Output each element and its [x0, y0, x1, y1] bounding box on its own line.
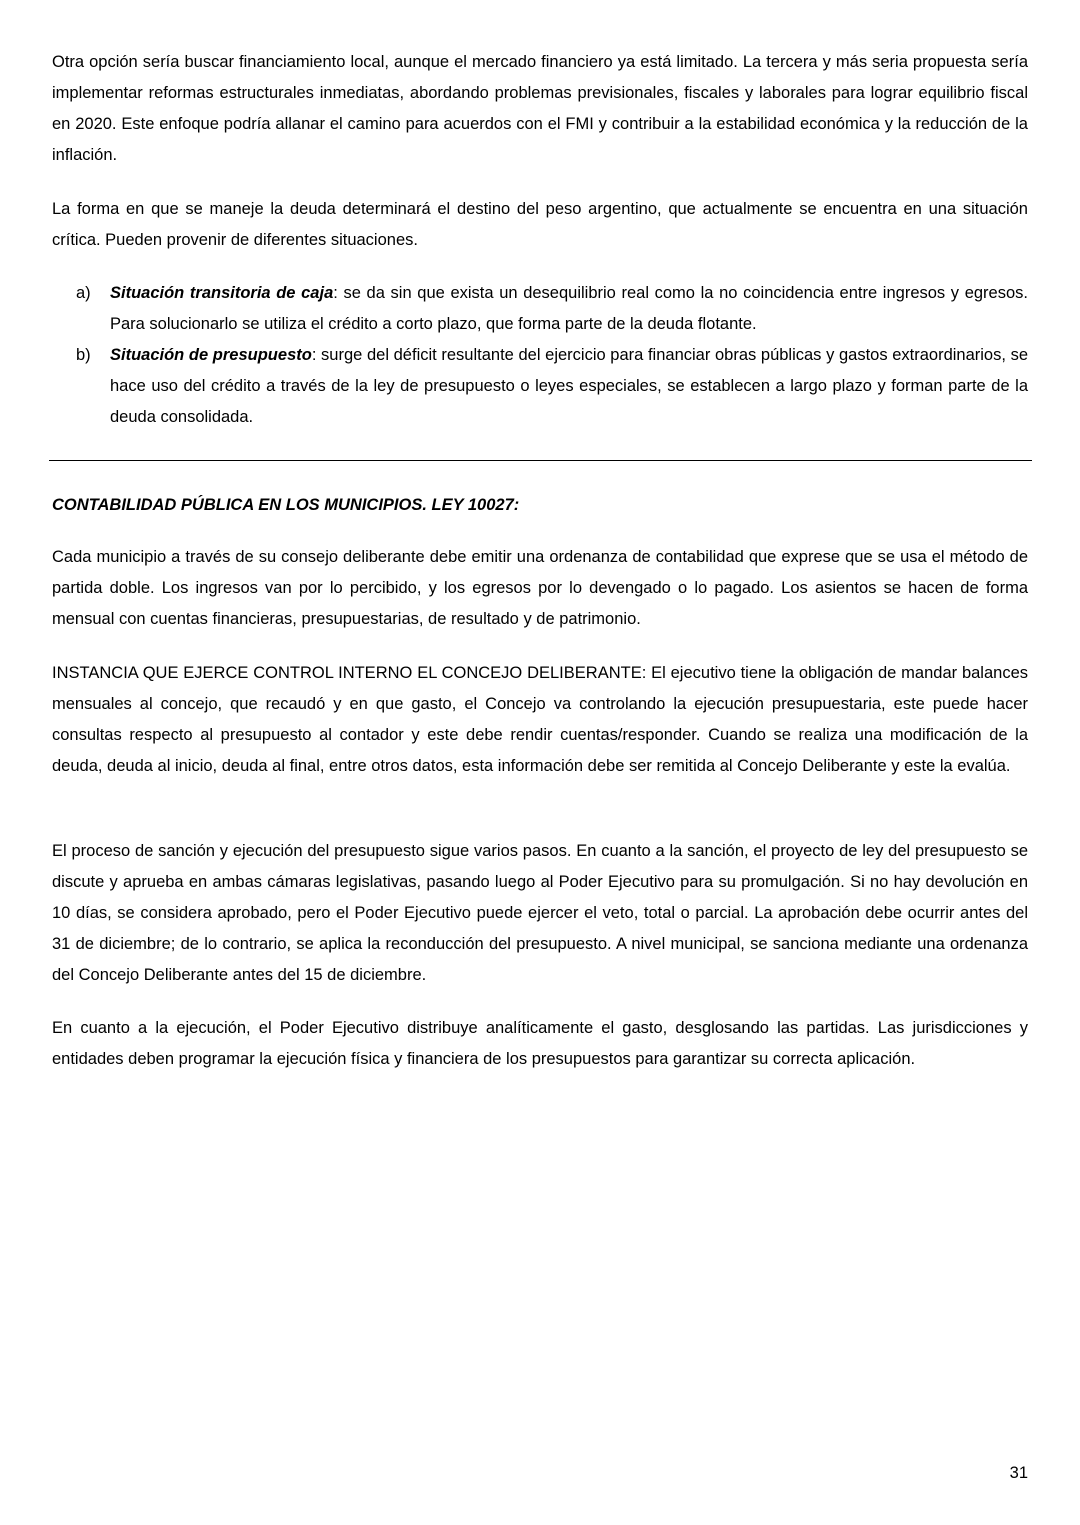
page-number: 31: [1009, 1464, 1028, 1482]
list-text: : se da sin que exista un desequilibrio real como la no coincidencia entre ingresos y egresos. Para solucionarlo se utiliza el crédito a corto plazo, que forma parte de la deuda flotante.: [110, 284, 1028, 333]
section-heading: CONTABILIDAD PÚBLICA EN LOS MUNICIPIOS. LEY 10027:: [52, 496, 520, 514]
list-term: Situación transitoria de caja: [110, 284, 334, 302]
list-marker: a): [76, 284, 91, 302]
paragraph-internal-control: INSTANCIA QUE EJERCE CONTROL INTERNO EL CONCEJO DELIBERANTE: El ejecutivo tiene la obligación de mandar balances mensuales al concejo, que recaudó y en que gasto, el Concejo va controlando la ejecución presupuestaria, este puede hacer consultas respecto al presupuesto al contador y este debe rendir cuentas/responder. Cuando se realiza una modificación de la deuda, deuda al inicio, deuda al final, entre otros datos, esta información debe ser remitida al Concejo Deliberante y este la evalúa.: [52, 664, 1028, 775]
list-item-presupuesto: [52, 340, 1028, 433]
paragraph-municipal-accounting: Cada municipio a través de su consejo deliberante debe emitir una ordenanza de contabilidad que exprese que se usa el método de partida doble. Los ingresos van por lo percibido, y los egresos por lo devengado o lo pagado. Los asientos se hacen de forma mensual con cuentas financieras, presupuestarias, de resultado y de patrimonio.: [52, 548, 1028, 628]
section-divider: [49, 460, 1032, 461]
paragraph-debt-management: La forma en que se maneje la deuda determinará el destino del peso argentino, que actualmente se encuentra en una situación crítica. Pueden provenir de diferentes situaciones.: [52, 200, 1028, 249]
list-text: : surge del déficit resultante del ejercicio para financiar obras públicas y gastos extraordinarios, se hace uso del crédito a través de la ley de presupuesto o leyes especiales, se establecen a largo plazo y forman parte de la deuda consolidada.: [110, 346, 1029, 426]
situations-list: [52, 278, 1028, 433]
list-item-transitoria: [52, 278, 1028, 340]
paragraph-budget-execution: En cuanto a la ejecución, el Poder Ejecutivo distribuye analíticamente el gasto, desglosando las partidas. Las jurisdicciones y entidades deben programar la ejecución física y financiera de los presupuestos para garantizar su correcta aplicación.: [52, 1019, 1028, 1068]
list-marker: b): [76, 346, 91, 364]
paragraph-budget-sanction: El proceso de sanción y ejecución del presupuesto sigue varios pasos. En cuanto a la sanción, el proyecto de ley del presupuesto se discute y aprueba en ambas cámaras legislativas, pasando luego al Poder Ejecutivo para su promulgación. Si no hay devolución en 10 días, se considera aprobado, pero el Poder Ejecutivo puede ejercer el veto, total o parcial. La aprobación debe ocurrir antes del 31 de diciembre; de lo contrario, se aplica la reconducción del presupuesto. A nivel municipal, se sanciona mediante una ordenanza del Concejo Deliberante antes del 15 de diciembre.: [52, 842, 1028, 984]
list-term: Situación de presupuesto: [110, 346, 312, 364]
paragraph-financing-options: Otra opción sería buscar financiamiento local, aunque el mercado financiero ya está limitado. La tercera y más seria propuesta sería implementar reformas estructurales inmediatas, abordando problemas previsionales, fiscales y laborales para lograr equilibrio fiscal en 2020. Este enfoque podría allanar el camino para acuerdos con el FMI y contribuir a la estabilidad económica y la reducción de la inflación.: [52, 53, 1028, 164]
